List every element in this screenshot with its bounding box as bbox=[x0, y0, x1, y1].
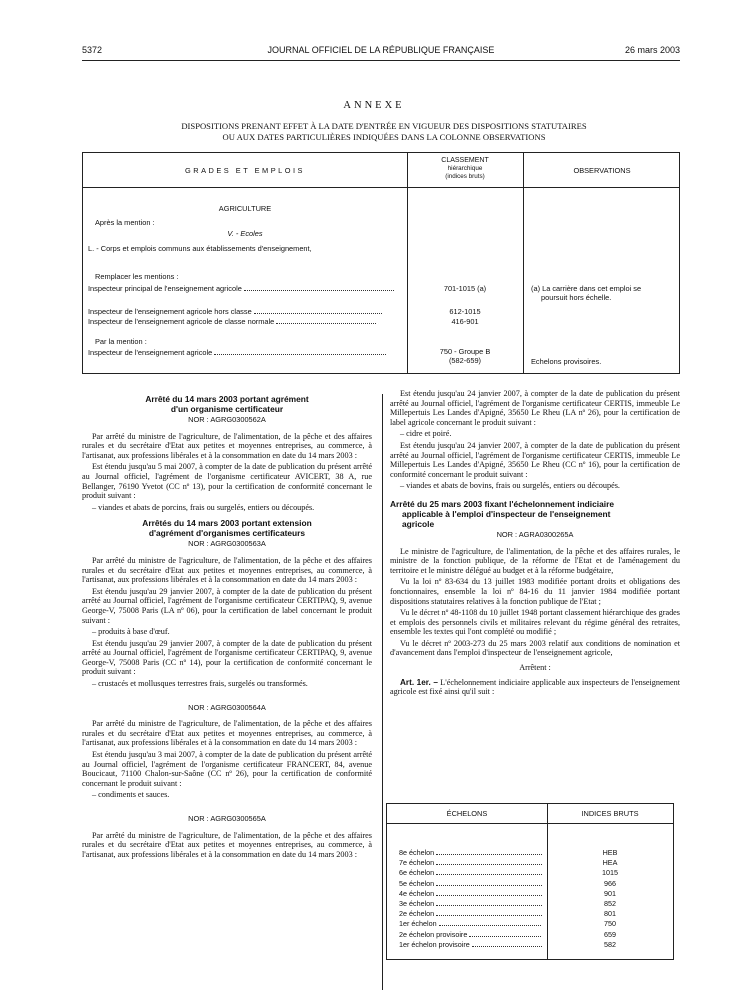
title-line: Arrêté du 25 mars 2003 fixant l'échelonnement indiciaire bbox=[390, 498, 615, 509]
row-value: 701-1015 (a) bbox=[443, 284, 487, 293]
nor-reference: NOR : AGRG0300564A bbox=[188, 702, 266, 712]
echelon-label bbox=[399, 848, 542, 857]
row-observation: Echelons provisoires. bbox=[531, 357, 602, 366]
header-classement-1: CLASSEMENT bbox=[441, 157, 489, 164]
header-classement-2: hiérarchique bbox=[447, 165, 483, 172]
echelon-text: 5e échelon bbox=[399, 878, 435, 888]
echelon-label bbox=[399, 868, 542, 877]
paragraph: Est étendu jusqu'au 29 janvier 2007, à compter de la date de publication du présent arrêté au Journal officiel, l'agrément de l'organisme certificateur CERTIPAQ, 9, avenue George-V, 75008 Paris (CC nº 14), pour la certification de conformité concernant le produit suivant : bbox=[82, 638, 372, 677]
table-row bbox=[387, 909, 673, 918]
label-ecoles: V. - Ecoles bbox=[227, 229, 263, 238]
header-indices: INDICES BRUTS bbox=[581, 809, 639, 818]
table-row bbox=[387, 930, 673, 939]
echelon-text: 6e échelon bbox=[399, 868, 435, 878]
header-divider bbox=[387, 823, 673, 824]
indice-value: 659 bbox=[604, 929, 616, 939]
annexe-subtitle-line-1: DISPOSITIONS PRENANT EFFET À LA DATE D'ENTRÉE EN VIGUEUR DES DISPOSITIONS STATUTAIRES bbox=[181, 121, 587, 131]
row-label: Inspecteur principal de l'enseignement agricole bbox=[88, 284, 242, 293]
row-inspecteur bbox=[88, 348, 386, 357]
arretent: Arrêtent : bbox=[519, 663, 551, 673]
title-line: Arrêté du 14 mars 2003 portant agrément bbox=[145, 394, 309, 404]
col-divider bbox=[523, 153, 524, 373]
table-row bbox=[387, 858, 673, 867]
echelon-text: 2e échelon bbox=[399, 909, 435, 919]
indice-value: 582 bbox=[604, 939, 616, 949]
obs-line-1: (a) La carrière dans cet emploi se bbox=[531, 284, 642, 293]
row-observation bbox=[531, 284, 641, 302]
indice-value: 966 bbox=[604, 878, 616, 888]
echelon-label bbox=[399, 919, 542, 928]
row-label: Inspecteur de l'enseignement agricole bbox=[88, 348, 213, 357]
paragraph: Par arrêté du ministre de l'agriculture, de l'alimentation, de la pêche et des affaires rurales et du secrétaire d'Etat aux petites et moyennes entreprises, au commerce, à l'artisanat, aux professions libérales et à la consommation en date du 14 mars 2003 : bbox=[82, 830, 372, 859]
dot-leader bbox=[276, 323, 376, 324]
dot-leader bbox=[436, 864, 542, 865]
row-hors-classe bbox=[88, 307, 382, 316]
title-line: d'un organisme certificateur bbox=[170, 404, 284, 414]
right-column bbox=[390, 389, 680, 699]
table-row bbox=[387, 848, 673, 857]
article-text: L'échelonnement indiciaire applicable aux inspecteurs de l'enseignement agricole est fixé ainsi qu'il suit : bbox=[390, 677, 680, 697]
indice-value: 901 bbox=[604, 888, 616, 898]
list-item: – crustacés et mollusques terrestres frais, surgelés ou transformés. bbox=[92, 679, 308, 689]
header-rule bbox=[82, 60, 680, 61]
article-1 bbox=[390, 678, 680, 697]
paragraph: Est étendu jusqu'au 24 janvier 2007, à compter de la date de publication du présent arrêté au Journal officiel, l'agrément de l'organisme certificateur CERTIS, immeuble Le Millepertuis Les Landes d'Apigné, 35650 Le Rheu (LA nº 26), pour la certification de label agricole concernant le produit suivant : bbox=[390, 389, 680, 427]
col-divider bbox=[407, 153, 408, 373]
list-item: – condiments et sauces. bbox=[92, 790, 170, 800]
header-classement-3: (indices bruts) bbox=[445, 173, 485, 180]
echelon-text: 7e échelon bbox=[399, 858, 435, 868]
dot-leader bbox=[436, 905, 542, 906]
indice-value: 852 bbox=[604, 899, 616, 908]
echelon-label bbox=[399, 899, 542, 908]
row-label: Inspecteur de l'enseignement agricole hors classe bbox=[88, 307, 252, 316]
page-number: 5372 bbox=[82, 45, 103, 55]
header-echelons: ÉCHELONS bbox=[446, 809, 488, 818]
list-item: – produits à base d'œuf. bbox=[92, 627, 170, 637]
column-separator bbox=[382, 394, 383, 990]
title-line: Arrêtés du 14 mars 2003 portant extension bbox=[142, 518, 312, 529]
echelon-text: 1er échelon bbox=[399, 919, 437, 929]
dot-leader bbox=[436, 854, 542, 855]
section-agriculture: AGRICULTURE bbox=[218, 204, 272, 213]
left-column bbox=[82, 394, 372, 861]
echelon-label bbox=[399, 909, 542, 918]
journal-title: JOURNAL OFFICIEL DE LA RÉPUBLIQUE FRANÇAISE bbox=[267, 45, 495, 55]
paragraph: Par arrêté du ministre de l'agriculture, de l'alimentation, de la pêche et des affaires rurales et du secrétaire d'Etat aux petites et moyennes entreprises, au commerce, à l'artisanat, aux professions libérales et à la consommation en date du 14 mars 2003 : bbox=[82, 555, 372, 585]
indice-value: HEB bbox=[602, 848, 618, 857]
table-row bbox=[387, 940, 673, 949]
table-row bbox=[387, 889, 673, 898]
paragraph: Est étendu jusqu'au 29 janvier 2007, à compter de la date de publication du présent arrêté au Journal officiel, l'agrément de l'organisme certificateur CERTIPAQ, 9, avenue George-V, 75008 Paris (LA nº 06), pour la certification de label concernant le produit suivant : bbox=[82, 586, 372, 625]
paragraph: Est étendu jusqu'au 24 janvier 2007, à compter de la date de publication du présent arrêté au Journal officiel, l'agrément de l'organisme certificateur CERTIS, immeuble Le Millepertuis Les Landes d'Apigné, 35650 Le Rheu (CC nº 16), pour la certification de conformité concernant le produit suivant : bbox=[390, 440, 680, 479]
indice-value: 1015 bbox=[602, 868, 618, 878]
value-line-2: (582-659) bbox=[448, 356, 482, 365]
dot-leader bbox=[254, 313, 382, 314]
echelon-text: 4e échelon bbox=[399, 888, 435, 898]
annexe-title: ANNEXE bbox=[343, 100, 405, 111]
grades-table bbox=[82, 152, 680, 374]
echelon-text: 3e échelon bbox=[399, 899, 435, 908]
row-inspecteur-principal bbox=[88, 284, 394, 293]
row-value bbox=[407, 347, 523, 365]
paragraph: Est étendu jusqu'au 5 mai 2007, à compter de la date de publication du présent arrêté au Journal officiel, l'agrément de l'organisme certificateur AVICERT, 38 A, rue Bellanger, 76190 Yvetot (CC nº 13), pour la certification de conformité concernant le produit suivant : bbox=[82, 462, 372, 501]
indice-value: HEA bbox=[602, 858, 618, 868]
nor-reference: NOR : AGRG0300565A bbox=[188, 814, 266, 823]
echelon-label bbox=[399, 889, 542, 898]
header-classement bbox=[407, 157, 523, 181]
echelon-label bbox=[399, 930, 542, 939]
article-title bbox=[82, 518, 372, 538]
dot-leader bbox=[436, 885, 542, 886]
dot-leader bbox=[244, 290, 394, 291]
dot-leader bbox=[436, 895, 542, 896]
article-label: Art. 1er. – bbox=[400, 677, 438, 687]
paragraph: Est étendu jusqu'au 3 mai 2007, à compter de la date de publication du présent arrêté au Journal officiel, l'agrément de l'organisme certificateur FRANCERT, 84, avenue Boucicaut, 71100 Chalon-sur-Saône (CC nº 26), pour la certification de conformité concernant le produit suivant : bbox=[82, 750, 372, 788]
paragraph: Par arrêté du ministre de l'agriculture, de l'alimentation, de la pêche et des affaires rurales et du secrétaire d'Etat aux petites et moyennes entreprises, au commerce, à l'artisanat, aux professions libérales et à la consommation en date du 14 mars 2003 : bbox=[82, 719, 372, 748]
running-header bbox=[82, 45, 680, 61]
annexe-subtitle bbox=[120, 121, 648, 143]
dot-leader bbox=[214, 354, 386, 355]
nor-reference: NOR : AGRG0300563A bbox=[188, 539, 266, 549]
list-item: – viandes et abats de porcins, frais ou surgelés, entiers ou découpés. bbox=[92, 502, 315, 512]
label-par-mention: Par la mention : bbox=[95, 337, 147, 346]
row-value: 416-901 bbox=[451, 317, 479, 326]
row-label: Inspecteur de l'enseignement agricole de classe normale bbox=[88, 317, 275, 326]
dot-leader bbox=[436, 874, 542, 875]
dot-leader bbox=[436, 915, 542, 916]
indice-value: 801 bbox=[604, 909, 616, 919]
echelon-text: 8e échelon bbox=[399, 848, 435, 857]
list-item: – cidre et poiré. bbox=[400, 429, 452, 439]
row-classe-normale bbox=[88, 317, 376, 326]
echelon-text: 1er échelon provisoire bbox=[399, 939, 470, 949]
header-grades: GRADES ET EMPLOIS bbox=[185, 166, 305, 175]
indice-value: 750 bbox=[604, 919, 616, 929]
paragraph: Par arrêté du ministre de l'agriculture, de l'alimentation, de la pêche et des affaires rurales et du secrétaire d'Etat aux petites et moyennes entreprises, au commerce, à l'artisanat, aux professions libérales et à la consommation en date du 14 mars 2003 : bbox=[82, 431, 372, 460]
label-corps: L. - Corps et emplois communs aux établissements d'enseignement, bbox=[88, 244, 312, 253]
title-line: applicable à l'emploi d'inspecteur de l'enseignement bbox=[402, 508, 611, 519]
obs-line-2: poursuit hors échelle. bbox=[541, 293, 612, 302]
label-apres-mention: Après la mention : bbox=[95, 218, 155, 227]
echelon-text: 2e échelon provisoire bbox=[399, 929, 468, 939]
echelon-label bbox=[399, 940, 542, 949]
echelon-label bbox=[399, 858, 542, 867]
title-line: agricole bbox=[402, 518, 435, 529]
list-item: – viandes et abats de bovins, frais ou surgelés, entiers ou découpés. bbox=[400, 481, 620, 491]
dot-leader bbox=[469, 936, 542, 937]
echelon-label bbox=[399, 879, 542, 888]
value-line-1: 750 - Groupe B bbox=[439, 347, 491, 356]
label-remplacer: Remplacer les mentions : bbox=[95, 272, 179, 281]
issue-date: 26 mars 2003 bbox=[624, 45, 680, 55]
table-row bbox=[387, 899, 673, 908]
paragraph: Vu le décret nº 2003-273 du 25 mars 2003 relatif aux conditions de nomination et d'avancement dans l'emploi d'inspecteur de l'enseignement agricole, bbox=[390, 638, 680, 658]
annexe-subtitle-line-2: OU AUX DATES PARTICULIÈRES INDIQUÉES DANS LA COLONNE OBSERVATIONS bbox=[222, 132, 546, 142]
table-row bbox=[387, 919, 673, 928]
header-observations: OBSERVATIONS bbox=[573, 166, 631, 175]
title-line: d'agrément d'organismes certificateurs bbox=[148, 528, 306, 539]
table-row bbox=[387, 868, 673, 877]
paragraph: Vu le décret nº 48-1108 du 10 juillet 1948 portant classement hiérarchique des grades et emplois des personnels civils et militaires relevant du régime général des retraites, ensemble les textes qui l'ont complété ou modifié ; bbox=[390, 608, 680, 637]
paragraph: Le ministre de l'agriculture, de l'alimentation, de la pêche et des affaires rurales, le ministre de la fonction publique, de la réforme de l'Etat et de l'aménagement du territoire et le ministre délégué au budget et à la réforme budgétaire, bbox=[390, 546, 680, 575]
header-divider bbox=[83, 187, 679, 188]
nor-reference: NOR : AGRA0300265A bbox=[496, 529, 574, 539]
article-title bbox=[390, 499, 680, 529]
paragraph: Vu la loi nº 83-634 du 13 juillet 1983 modifiée portant droits et obligations des fonctionnaires, ensemble la loi nº 84-16 du 11 janvier 1984 modifiée portant dispositions statutaires relatives à la fonction publique de l'Etat ; bbox=[390, 577, 680, 606]
nor-reference: NOR : AGRG0300562A bbox=[188, 415, 266, 424]
article-title bbox=[82, 394, 372, 414]
dot-leader bbox=[439, 925, 542, 926]
dot-leader bbox=[472, 946, 542, 947]
echelons-table bbox=[386, 803, 674, 960]
row-value: 612-1015 bbox=[449, 307, 481, 316]
table-row bbox=[387, 879, 673, 888]
